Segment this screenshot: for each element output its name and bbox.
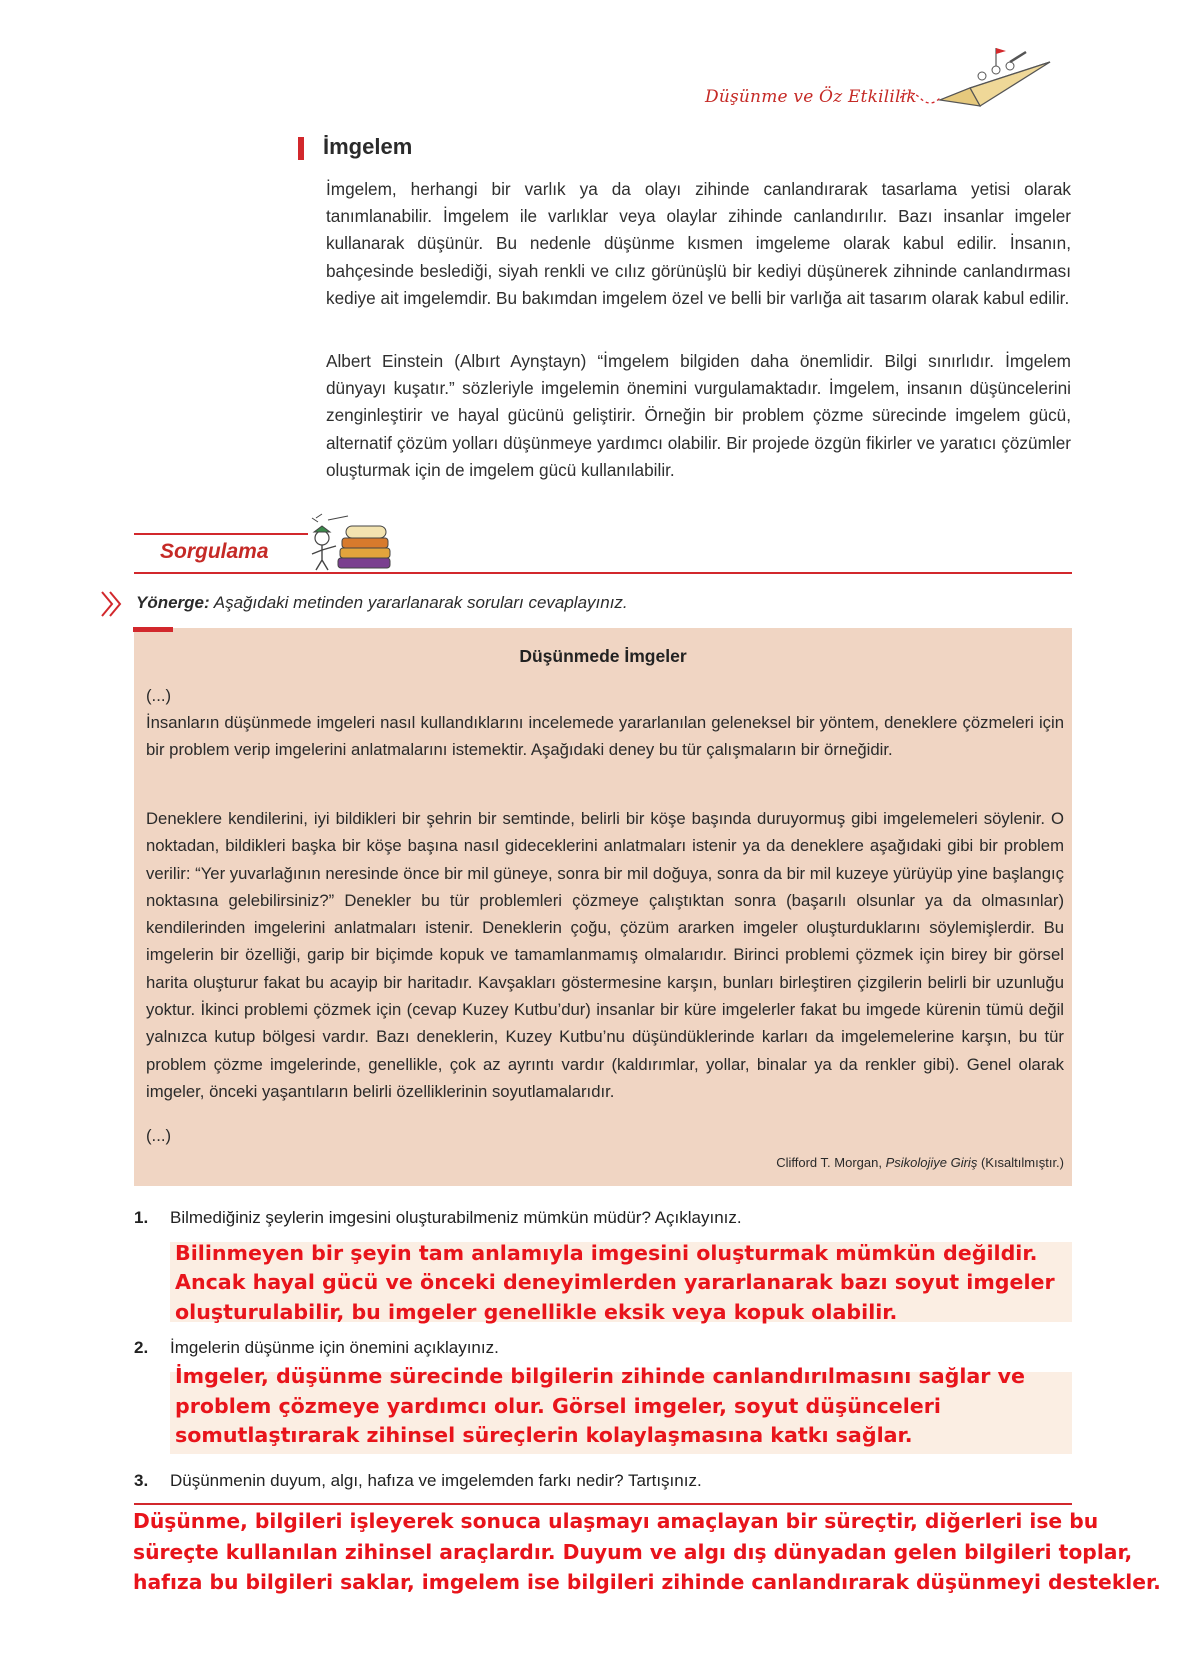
reading-paragraph-2: Deneklere kendilerini, iyi bildikleri bir şehrin bir semtinde, belirli bir köşe başında duruyormuş gibi imgelemeleri söylenir. O noktadan, bildikleri başka bir köşe başına nasıl gideceklerini anlatmaları istenir ya da deneklere aşağıdaki gibi bir problem verilir: “Yer yuvarlağının neresinde önce bir mil güneye, sonra bir mil doğuya, sonra da bir mil kuzeye yürüyüp yine başlangıç noktasına gelebilirsiniz?” Denekler bu tür problemleri çözmeye çalıştıktan sonra (başarılı olsunlar ya da olmasınlar) kendilerinden imgelerini anlatmaları istenir. Deneklerin çoğu, çözüm ararken imgeler oluşturduklarını söylemişlerdir. Bu imgelerin bir özelliği, garip bir biçimde kopuk ve tamamlanmamış olmalarıdır. Birinci problemi çözmek için birey bir görsel harita oluşturur fakat bu acayip bir haritadır. Kavşakları göstermesine karşın, bunları birleştiren çizgilerin belirli bir uzunluğu yoktur. İkinci problemi çözmek için (cevap Kuzey Kutbu’dur) insanlar bir küre imgelerler fakat bu imgede kürenin tümü değil yalnızca kutup bölgesi vardır. Bazı deneklerin, Kuzey Kutbu’nu düşündüklerinde karları da imgelemelerine karşın, bu tür problem çözme imgelerinde, genellikle, çok az ayrıntı vardır (kaldırımlar, yollar, binalar ya da renkler gibi). Genel olarak imgeler, önceki yaşantıların belirli özelliklerinin soyutlamalarıdır.	[146, 809, 1064, 1101]
question-2-text: İmgelerin düşünme için önemini açıklayınız.	[170, 1338, 499, 1357]
reading-source	[600, 1155, 1064, 1170]
source-book: Psikolojiye Giriş	[885, 1155, 978, 1170]
reading-paragraph-1: İnsanların düşünmede imgeleri nasıl kullandıklarını incelemede yararlanılan geleneksel bir yöntem, deneklere çözmeleri için bir problem verip imgelerini anlatmalarını istemektir. Aşağıdaki deney bu tür çalışmaların bir örneğidir.	[146, 713, 1064, 760]
source-author: Clifford T. Morgan,	[776, 1155, 886, 1170]
section-paragraph-2: Albert Einstein (Albırt Aynştayn) “İmgelem bilgiden daha önemlidir. Bilgi sınırlıdır. İmgelem dünyayı kuşatır.” sözleriyle imgelemin önemini vurgulamaktadır. İmgelem, insanın düşüncelerini zenginleştirir ve hayal gücünü geliştirir. Örneğin bir problem çözme sürecinde imgelem gücü, alternatif çözüm yolları düşünmeye yardımcı olabilir. Bir projede özgün fikirler ve yaratıcı çözümler oluşturmak için de imgelem gücü kullanılabilir.	[326, 351, 1071, 480]
answer-3: Düşünme, bilgileri işleyerek sonuca ulaşmayı amaçlayan bir süreçtir, diğerleri ise bu süreçte kullanılan zihinsel araçlardır. Duyum ve algı dış dünyadan gelen bilgileri toplar, hafıza bu bilgileri saklar, imgelem ise bilgileri zihinde canlandırarak düşünmeyi destekler.	[133, 1509, 1161, 1594]
sorgulama-title: Sorgulama	[160, 540, 269, 563]
instruction	[136, 593, 628, 613]
reading-ellipsis-end: (...)	[146, 1126, 172, 1145]
question-3-number: 3.	[134, 1471, 149, 1490]
reading-ellipsis-start: (...)	[146, 686, 172, 705]
reading-title: Düşünmede İmgeler	[519, 646, 687, 666]
sorgulama-bottom-rule	[134, 572, 1072, 574]
section-marker	[298, 137, 304, 160]
question-2-number: 2.	[134, 1338, 149, 1357]
question-1-text: Bilmediğiniz şeylerin imgesini oluşturabilmeniz mümkün müdür? Açıklayınız.	[170, 1208, 742, 1227]
books-illustration	[308, 512, 398, 572]
double-chevron-icon	[100, 590, 126, 618]
reading-box-accent	[133, 627, 173, 632]
section-title: İmgelem	[323, 134, 413, 159]
running-head: Düşünme ve Öz Etkililik	[705, 87, 917, 107]
answer-2: İmgeler, düşünme sürecinde bilgilerin zihinde canlandırılmasını sağlar ve problem çözmeye yardımcı olur. Görsel imgeler, soyut düşünceleri somutlaştırarak zihinsel süreçlerin kolaylaşmasına katkı sağlar.	[175, 1364, 1026, 1448]
paper-plane-illustration	[900, 40, 1060, 110]
instruction-lead: Yönerge:	[136, 593, 210, 612]
answer-1: Bilinmeyen bir şeyin tam anlamıyla imgesini oluşturmak mümkün değildir. Ancak hayal gücü ve önceki deneyimlerden yararlanarak bazı soyut imgeler oluşturulabilir, bu imgeler genellikle eksik veya kopuk olabilir.	[175, 1241, 1055, 1324]
question-1-number: 1.	[134, 1208, 149, 1227]
question-3-text: Düşünmenin duyum, algı, hafıza ve imgelemden farkı nedir? Tartışınız.	[170, 1471, 702, 1490]
sorgulama-top-rule	[134, 533, 308, 535]
answer-3-line[interactable]	[134, 1503, 1072, 1505]
source-note: (Kısaltılmıştır.)	[977, 1155, 1064, 1170]
section-paragraph-1: İmgelem, herhangi bir varlık ya da olayı zihinde canlandırarak tasarlama yetisi olarak tanımlanabilir. İmgelem ile varlıklar veya olaylar zihinde canlandırılır. Bazı insanlar imgeler kullanarak düşünür. Bu nedenle düşünme kısmen imgeleme olarak kabul edilir. İnsanın, bahçesinde beslediği, siyah renkli ve cılız görünüşlü bir kediyi düşünerek zihninde canlandırması kediye ait imgelemdir. Bu bakımdan imgelem özel ve belli bir varlığa ait tasarım olarak kabul edilir.	[326, 179, 1071, 308]
instruction-text: Aşağıdaki metinden yararlanarak soruları cevaplayınız.	[209, 593, 628, 612]
